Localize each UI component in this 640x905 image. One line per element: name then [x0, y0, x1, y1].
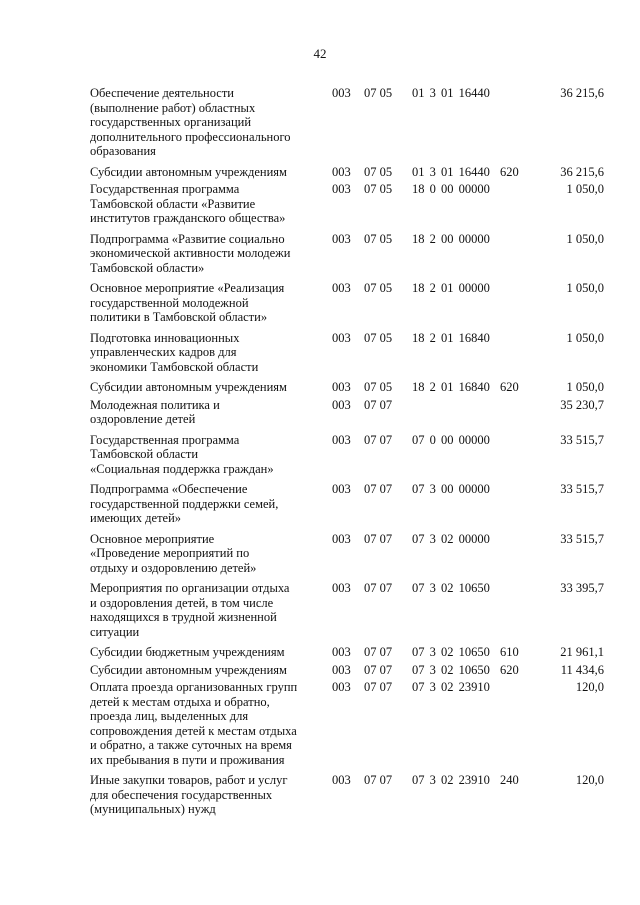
row-name: Обеспечение деятельности (выполнение работ) областных государственных организаций дополнительного профессионального образования	[90, 86, 291, 158]
row-name: Подпрограмма «Развитие социально экономической активности молодежи Тамбовской области»	[90, 231, 291, 275]
amount: 33 515,7	[560, 531, 604, 546]
ministry-code: 003	[332, 86, 351, 100]
table-row	[0, 680, 640, 767]
row-name: Подпрограмма «Обеспечение государственной поддержки семей, имеющих детей»	[90, 482, 279, 525]
table-row	[0, 380, 640, 395]
target-article-code: 18 0 00 00000	[412, 182, 490, 196]
section-code: 07 07	[364, 773, 393, 787]
section-code: 07 05	[364, 164, 393, 179]
row-name: Субсидии автономным учреждениям	[90, 380, 287, 394]
ministry-code: 003	[332, 645, 351, 659]
target-article-code: 18 2 00 00000	[412, 231, 490, 246]
amount: 1 050,0	[566, 231, 604, 246]
row-name: Подготовка инновационных управленческих кадров для экономики Тамбовской области	[90, 330, 259, 374]
amount: 1 050,0	[566, 182, 604, 196]
section-code: 07 07	[364, 432, 393, 447]
amount: 35 230,7	[560, 397, 604, 412]
table-row	[0, 645, 640, 660]
section-code: 07 05	[364, 182, 393, 196]
target-article-code: 07 3 02 23910	[412, 773, 490, 787]
table-row	[0, 398, 640, 427]
table-row	[0, 663, 640, 678]
expense-type-code: 620	[500, 164, 519, 179]
section-code: 07 07	[364, 397, 393, 412]
row-name: Оплата проезда организованных групп детей к местам отдыха и обратно, проезда лиц, выделенных для сопровождения детей к местам отдыха и обратно, а также суточных на время их пребывания в пути и проживания	[90, 680, 298, 767]
section-code: 07 05	[364, 330, 393, 345]
budget-table	[0, 86, 640, 823]
amount: 21 961,1	[560, 645, 604, 659]
amount: 1 050,0	[566, 330, 604, 345]
section-code: 07 07	[364, 680, 393, 694]
amount: 120,0	[575, 773, 604, 787]
target-article-code: 07 3 02 10650	[412, 662, 490, 677]
table-row	[0, 433, 640, 477]
row-name: Иные закупки товаров, работ и услуг для обеспечения государственных (муниципальных) нужд	[90, 773, 288, 816]
section-code: 07 05	[364, 380, 393, 394]
target-article-code: 01 3 01 16440	[412, 164, 490, 179]
table-row	[0, 482, 640, 526]
amount: 120,0	[575, 680, 604, 694]
ministry-code: 003	[332, 330, 351, 345]
section-code: 07 07	[364, 662, 393, 677]
target-article-code: 07 3 02 10650	[412, 581, 490, 595]
section-code: 07 07	[364, 581, 393, 595]
section-code: 07 05	[364, 86, 393, 100]
page-number: 42	[313, 46, 327, 61]
row-name: Мероприятия по организации отдыха и оздоровления детей, в том числе находящихся в трудной жизненной ситуации	[90, 581, 290, 639]
ministry-code: 003	[332, 397, 351, 412]
expense-type-code: 620	[500, 662, 519, 677]
target-article-code: 07 3 02 10650	[412, 645, 490, 659]
ministry-code: 003	[332, 231, 351, 246]
expense-type-code: 240	[500, 773, 519, 787]
amount: 11 434,6	[560, 662, 604, 677]
table-row	[0, 182, 640, 226]
amount: 1 050,0	[566, 380, 604, 394]
amount: 33 515,7	[560, 432, 604, 447]
amount: 33 515,7	[560, 482, 604, 496]
section-code: 07 07	[364, 531, 393, 546]
row-name: Государственная программа Тамбовской области «Развитие институтов гражданского общества»	[90, 182, 286, 225]
ministry-code: 003	[332, 581, 351, 595]
table-row	[0, 581, 640, 639]
ministry-code: 003	[332, 662, 351, 677]
target-article-code: 07 3 02 00000	[412, 531, 490, 546]
table-row	[0, 331, 640, 375]
target-article-code: 07 3 00 00000	[412, 482, 490, 496]
ministry-code: 003	[332, 182, 351, 196]
target-article-code: 07 3 02 23910	[412, 680, 490, 694]
row-name: Основное мероприятие «Реализация государственной молодежной политики в Тамбовской области»	[90, 281, 285, 324]
amount: 36 215,6	[560, 86, 604, 100]
expense-type-code: 620	[500, 380, 519, 394]
table-row	[0, 232, 640, 276]
target-article-code: 18 2 01 16840	[412, 380, 490, 394]
ministry-code: 003	[332, 680, 351, 694]
ministry-code: 003	[332, 380, 351, 394]
row-name: Основное мероприятие «Проведение мероприятий по отдыху и оздоровлению детей»	[90, 531, 257, 575]
amount: 1 050,0	[566, 281, 604, 295]
target-article-code: 18 2 01 00000	[412, 281, 490, 295]
section-code: 07 07	[364, 645, 393, 659]
ministry-code: 003	[332, 482, 351, 496]
target-article-code: 07 0 00 00000	[412, 432, 490, 447]
row-name: Молодежная политика и оздоровление детей	[90, 397, 220, 426]
ministry-code: 003	[332, 281, 351, 295]
table-row	[0, 773, 640, 817]
row-name: Субсидии автономным учреждениям	[90, 662, 287, 677]
ministry-code: 003	[332, 531, 351, 546]
table-row	[0, 86, 640, 159]
table-row	[0, 165, 640, 180]
ministry-code: 003	[332, 432, 351, 447]
table-row	[0, 281, 640, 325]
section-code: 07 05	[364, 231, 393, 246]
section-code: 07 07	[364, 482, 393, 496]
expense-type-code: 610	[500, 645, 519, 659]
row-name: Государственная программа Тамбовской области «Социальная поддержка граждан»	[90, 432, 274, 476]
amount: 33 395,7	[560, 581, 604, 595]
target-article-code: 18 2 01 16840	[412, 330, 490, 345]
row-name: Субсидии автономным учреждениям	[90, 164, 287, 179]
section-code: 07 05	[364, 281, 393, 295]
ministry-code: 003	[332, 773, 351, 787]
row-name: Субсидии бюджетным учреждениям	[90, 645, 285, 659]
amount: 36 215,6	[560, 164, 604, 179]
target-article-code: 01 3 01 16440	[412, 86, 490, 100]
table-row	[0, 532, 640, 576]
ministry-code: 003	[332, 164, 351, 179]
